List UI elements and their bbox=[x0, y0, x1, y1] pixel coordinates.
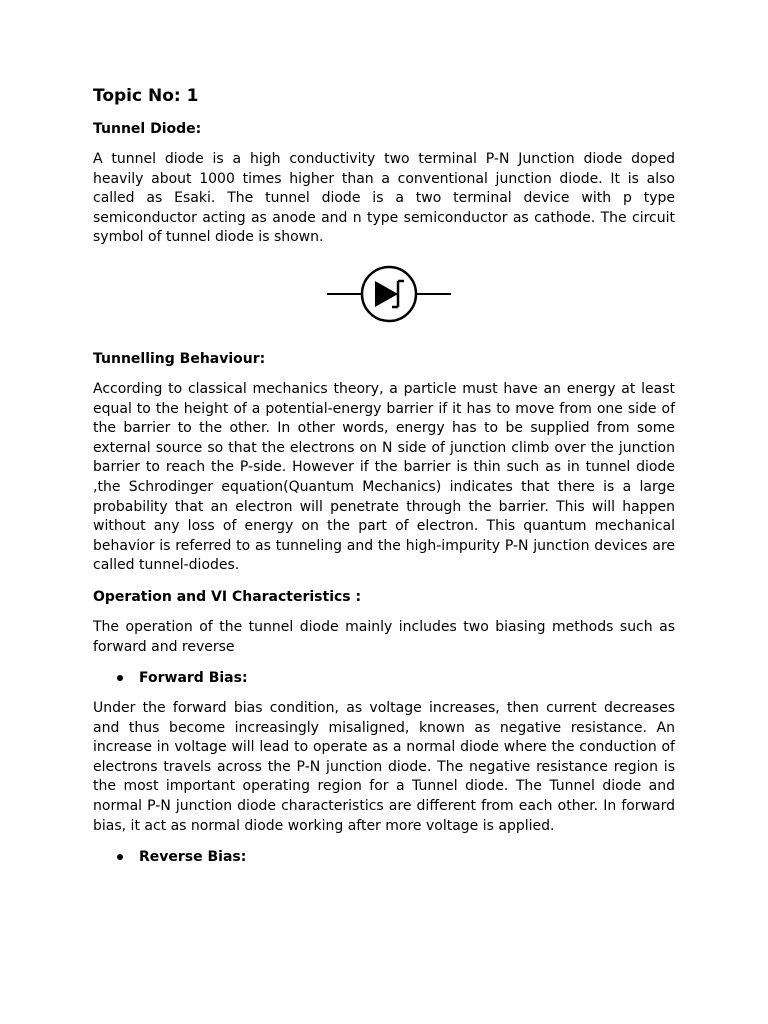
tunnel-diode-symbol-figure bbox=[93, 259, 675, 329]
paragraph-forward-bias: Under the forward bias condition, as voltage increases, then current decreases and thus become increasingly misaligned, known as negative resistance. An increase in voltage will lead to operate as a normal diode where the conduction of electrons travels across the P-N junction diode. The negative resistance region is the most important operating region for a Tunnel diode. The Tunnel diode and normal P-N junction diode characteristics are different from each other. In forward bias, it act as normal diode working after more voltage is applied. bbox=[93, 700, 675, 834]
section-heading-tunnel-diode: Tunnel Diode: bbox=[93, 121, 202, 137]
page-title: Topic No: 1 bbox=[93, 86, 199, 106]
section-heading-operation: Operation and VI Characteristics : bbox=[93, 588, 362, 605]
bullet-heading-reverse-bias: Reverse Bias: bbox=[139, 849, 247, 866]
section-heading-tunnelling-behaviour: Tunnelling Behaviour: bbox=[93, 350, 266, 367]
document-page bbox=[93, 84, 675, 878]
paragraph-tunnel-diode: A tunnel diode is a high conductivity two terminal P-N Junction diode doped heavily about 1000 times higher than a conventional junction diode. It is also called as Esaki. The tunnel diode is a two terminal device with p type semiconductor acting as anode and n type semiconductor as cathode. The circuit symbol of tunnel diode is shown. bbox=[93, 151, 675, 246]
bullet-heading-forward-bias: Forward Bias: bbox=[139, 670, 248, 687]
paragraph-tunnelling-behaviour: According to classical mechanics theory, a particle must have an energy at least equal to the height of a potential-energy barrier if it has to move from one side of the barrier to the other. In other words, energy has to be supplied from some external source so that the electrons on N side of junction climb over the junction barrier to reach the P-side. However if the barrier is thin such as in tunnel diode ,the Schrodinger equation(Quantum Mechanics) indicates that there is a large probability that an electron will penetrate through the barrier. This will happen without any loss of energy on the part of electron. This quantum mechanical behavior is referred to as tunneling and the high-impurity P-N junction devices are called tunnel-diodes. bbox=[93, 380, 675, 574]
bullet-dot-icon bbox=[117, 675, 123, 681]
bullet-forward-bias bbox=[93, 668, 675, 688]
bullet-reverse-bias bbox=[93, 847, 675, 867]
tunnel-diode-symbol-icon bbox=[327, 259, 451, 329]
paragraph-operation: The operation of the tunnel diode mainly includes two biasing methods such as forward and reverse bbox=[93, 618, 675, 655]
bullet-dot-icon bbox=[117, 854, 123, 860]
